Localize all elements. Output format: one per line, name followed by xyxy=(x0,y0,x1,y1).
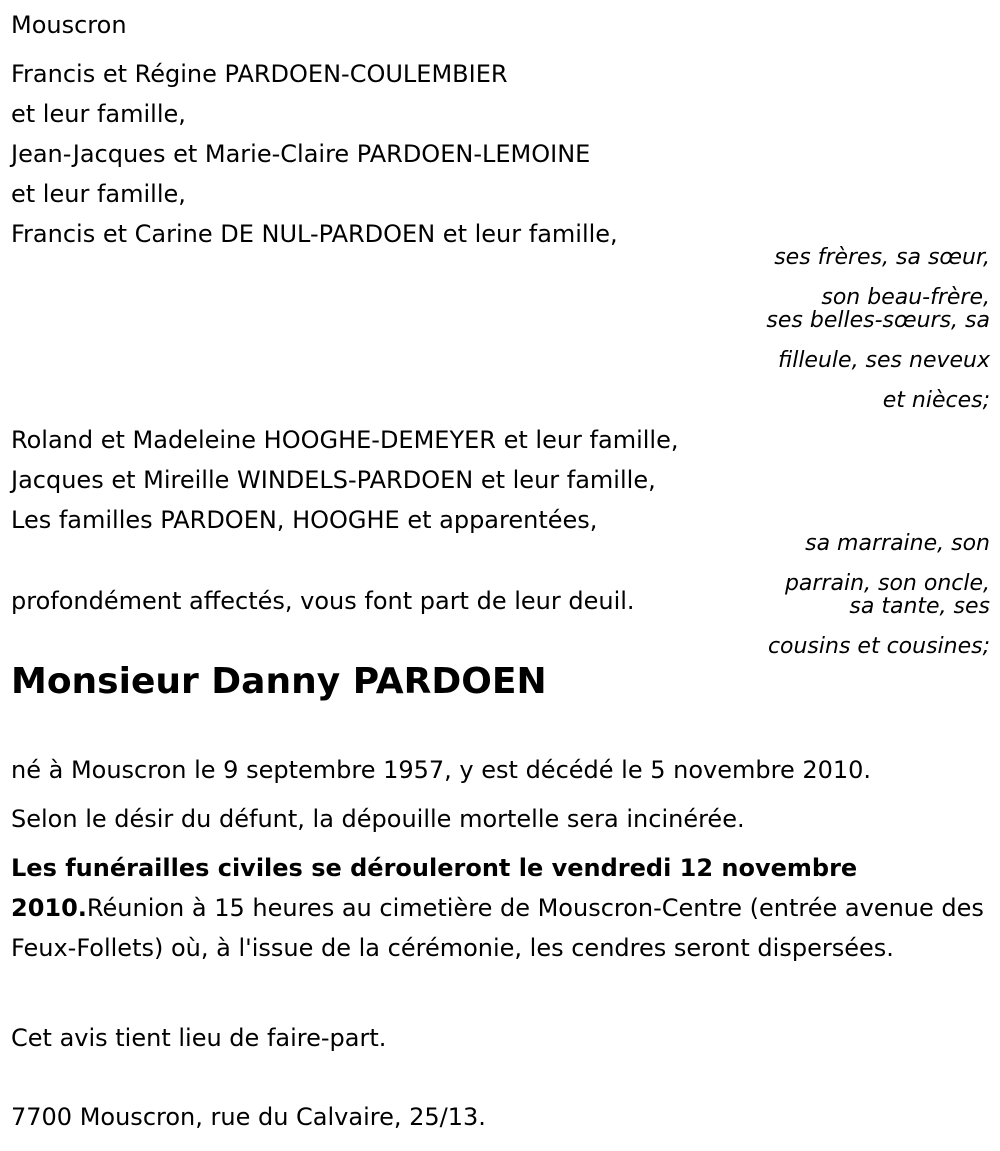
relation-line: cousins et cousines; xyxy=(767,634,990,659)
relation-line: ses belles-sœurs, sa xyxy=(766,308,990,333)
birth-death-text: né à Mouscron le 9 septembre 1957, y est décédé le 5 novembre 2010. xyxy=(11,756,872,784)
relation-line: ses frères, sa sœur, xyxy=(774,245,990,270)
notice-text: Cet avis tient lieu de faire-part. xyxy=(11,1024,387,1052)
relation-line: sa marraine, son xyxy=(805,531,990,556)
announcement-text: profondément affectés, vous font part de leur deuil. xyxy=(11,587,635,615)
family-line: et leur famille, xyxy=(11,180,186,208)
cremation-text: Selon le désir du défunt, la dépouille mortelle sera incinérée. xyxy=(11,805,745,833)
family-line: Roland et Madeleine HOOGHE-DEMEYER et leur famille, xyxy=(11,426,679,454)
funeral-paragraph xyxy=(11,848,991,968)
relation-line: son beau-frère, xyxy=(821,285,990,310)
family-line: Jacques et Mireille WINDELS-PARDOEN et leur famille, xyxy=(11,466,656,494)
relation-line: filleule, ses neveux xyxy=(778,348,990,373)
relation-line: et nièces; xyxy=(882,388,990,413)
deceased-name: Monsieur Danny PARDOEN xyxy=(11,661,547,702)
funeral-rest-text: Réunion à 15 heures au cimetière de Mouscron-Centre (entrée avenue des Feux-Follets) où, à l'issue de la cérémonie, les cendres seront dispersées. xyxy=(11,894,984,962)
funeral-bold-text: Les funérailles civiles se dérouleront le vendredi 12 novembre 2010. xyxy=(11,854,858,922)
family-line: Francis et Régine PARDOEN-COULEMBIER xyxy=(11,60,508,88)
family-line: Jean-Jacques et Marie-Claire PARDOEN-LEMOINE xyxy=(11,140,591,168)
address-text: 7700 Mouscron, rue du Calvaire, 25/13. xyxy=(11,1103,486,1131)
family-line: Les familles PARDOEN, HOOGHE et apparentées, xyxy=(11,506,598,534)
family-line: Francis et Carine DE NUL-PARDOEN et leur famille, xyxy=(11,220,618,248)
family-line: et leur famille, xyxy=(11,100,186,128)
city-header: Mouscron xyxy=(11,11,127,39)
relation-line: sa tante, ses xyxy=(849,594,990,619)
relation-line: parrain, son oncle, xyxy=(784,571,990,596)
